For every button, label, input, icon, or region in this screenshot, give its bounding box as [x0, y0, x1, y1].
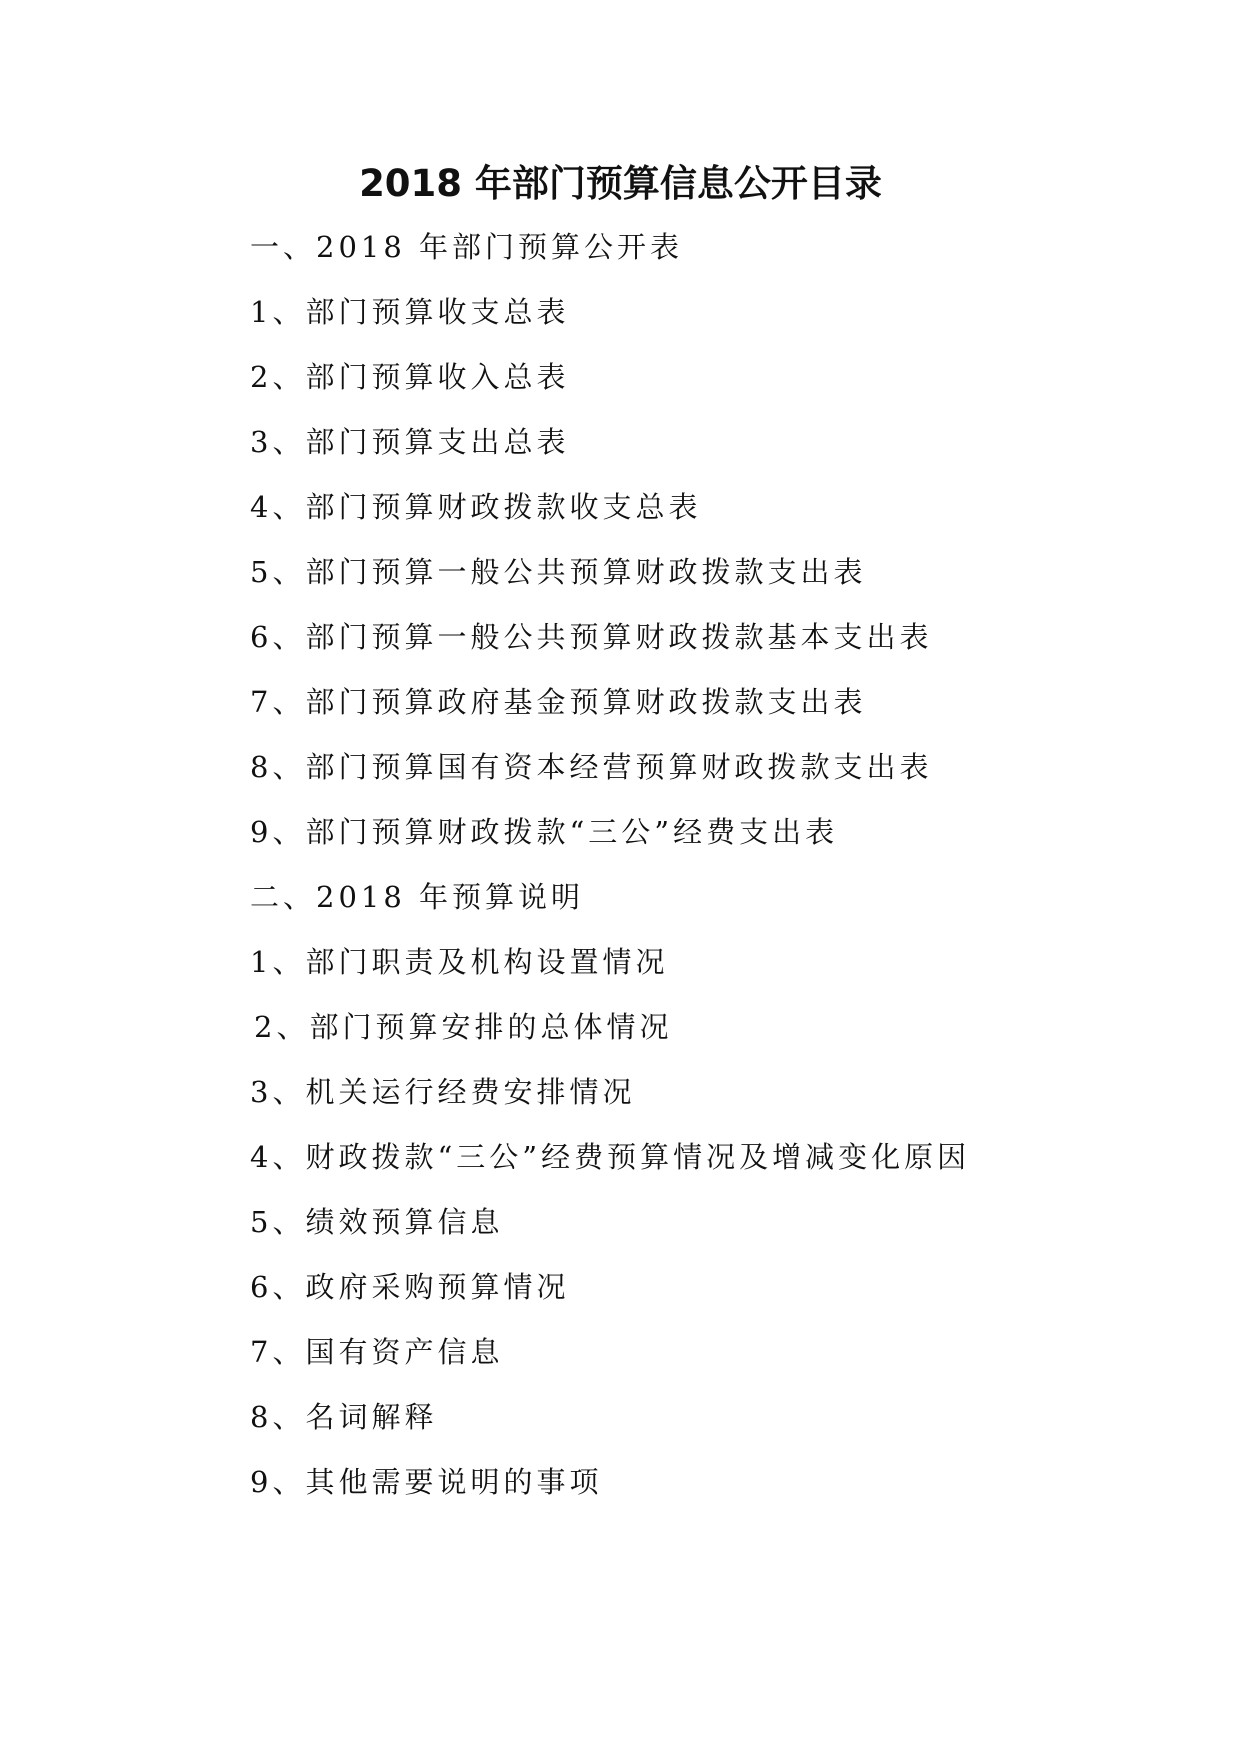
list-item: 5、部门预算一般公共预算财政拨款支出表: [250, 555, 867, 589]
list-item: 2、部门预算安排的总体情况: [254, 1010, 673, 1044]
list-item: 9、其他需要说明的事项: [250, 1465, 603, 1499]
list-item: 5、绩效预算信息: [250, 1205, 504, 1239]
list-item: 6、政府采购预算情况: [250, 1270, 570, 1304]
list-item: 7、国有资产信息: [250, 1335, 504, 1369]
page-title: 2018 年部门预算信息公开目录: [359, 162, 882, 205]
list-item: 2、部门预算收入总表: [250, 360, 570, 394]
list-item: 4、财政拨款“三公”经费预算情况及增减变化原因: [250, 1140, 971, 1174]
section-heading: 二、2018 年预算说明: [250, 880, 585, 914]
list-item: 7、部门预算政府基金预算财政拨款支出表: [250, 685, 867, 719]
list-item: 1、部门职责及机构设置情况: [250, 945, 669, 979]
list-item: 8、名词解释: [250, 1400, 438, 1434]
list-item: 3、机关运行经费安排情况: [250, 1075, 636, 1109]
list-item: 6、部门预算一般公共预算财政拨款基本支出表: [250, 620, 933, 654]
section-heading: 一、2018 年部门预算公开表: [250, 230, 684, 264]
list-item: 4、部门预算财政拨款收支总表: [250, 490, 702, 524]
list-item: 8、部门预算国有资本经营预算财政拨款支出表: [250, 750, 933, 784]
list-item: 3、部门预算支出总表: [250, 425, 570, 459]
list-item: 9、部门预算财政拨款“三公”经费支出表: [250, 815, 839, 849]
list-item: 1、部门预算收支总表: [250, 295, 570, 329]
